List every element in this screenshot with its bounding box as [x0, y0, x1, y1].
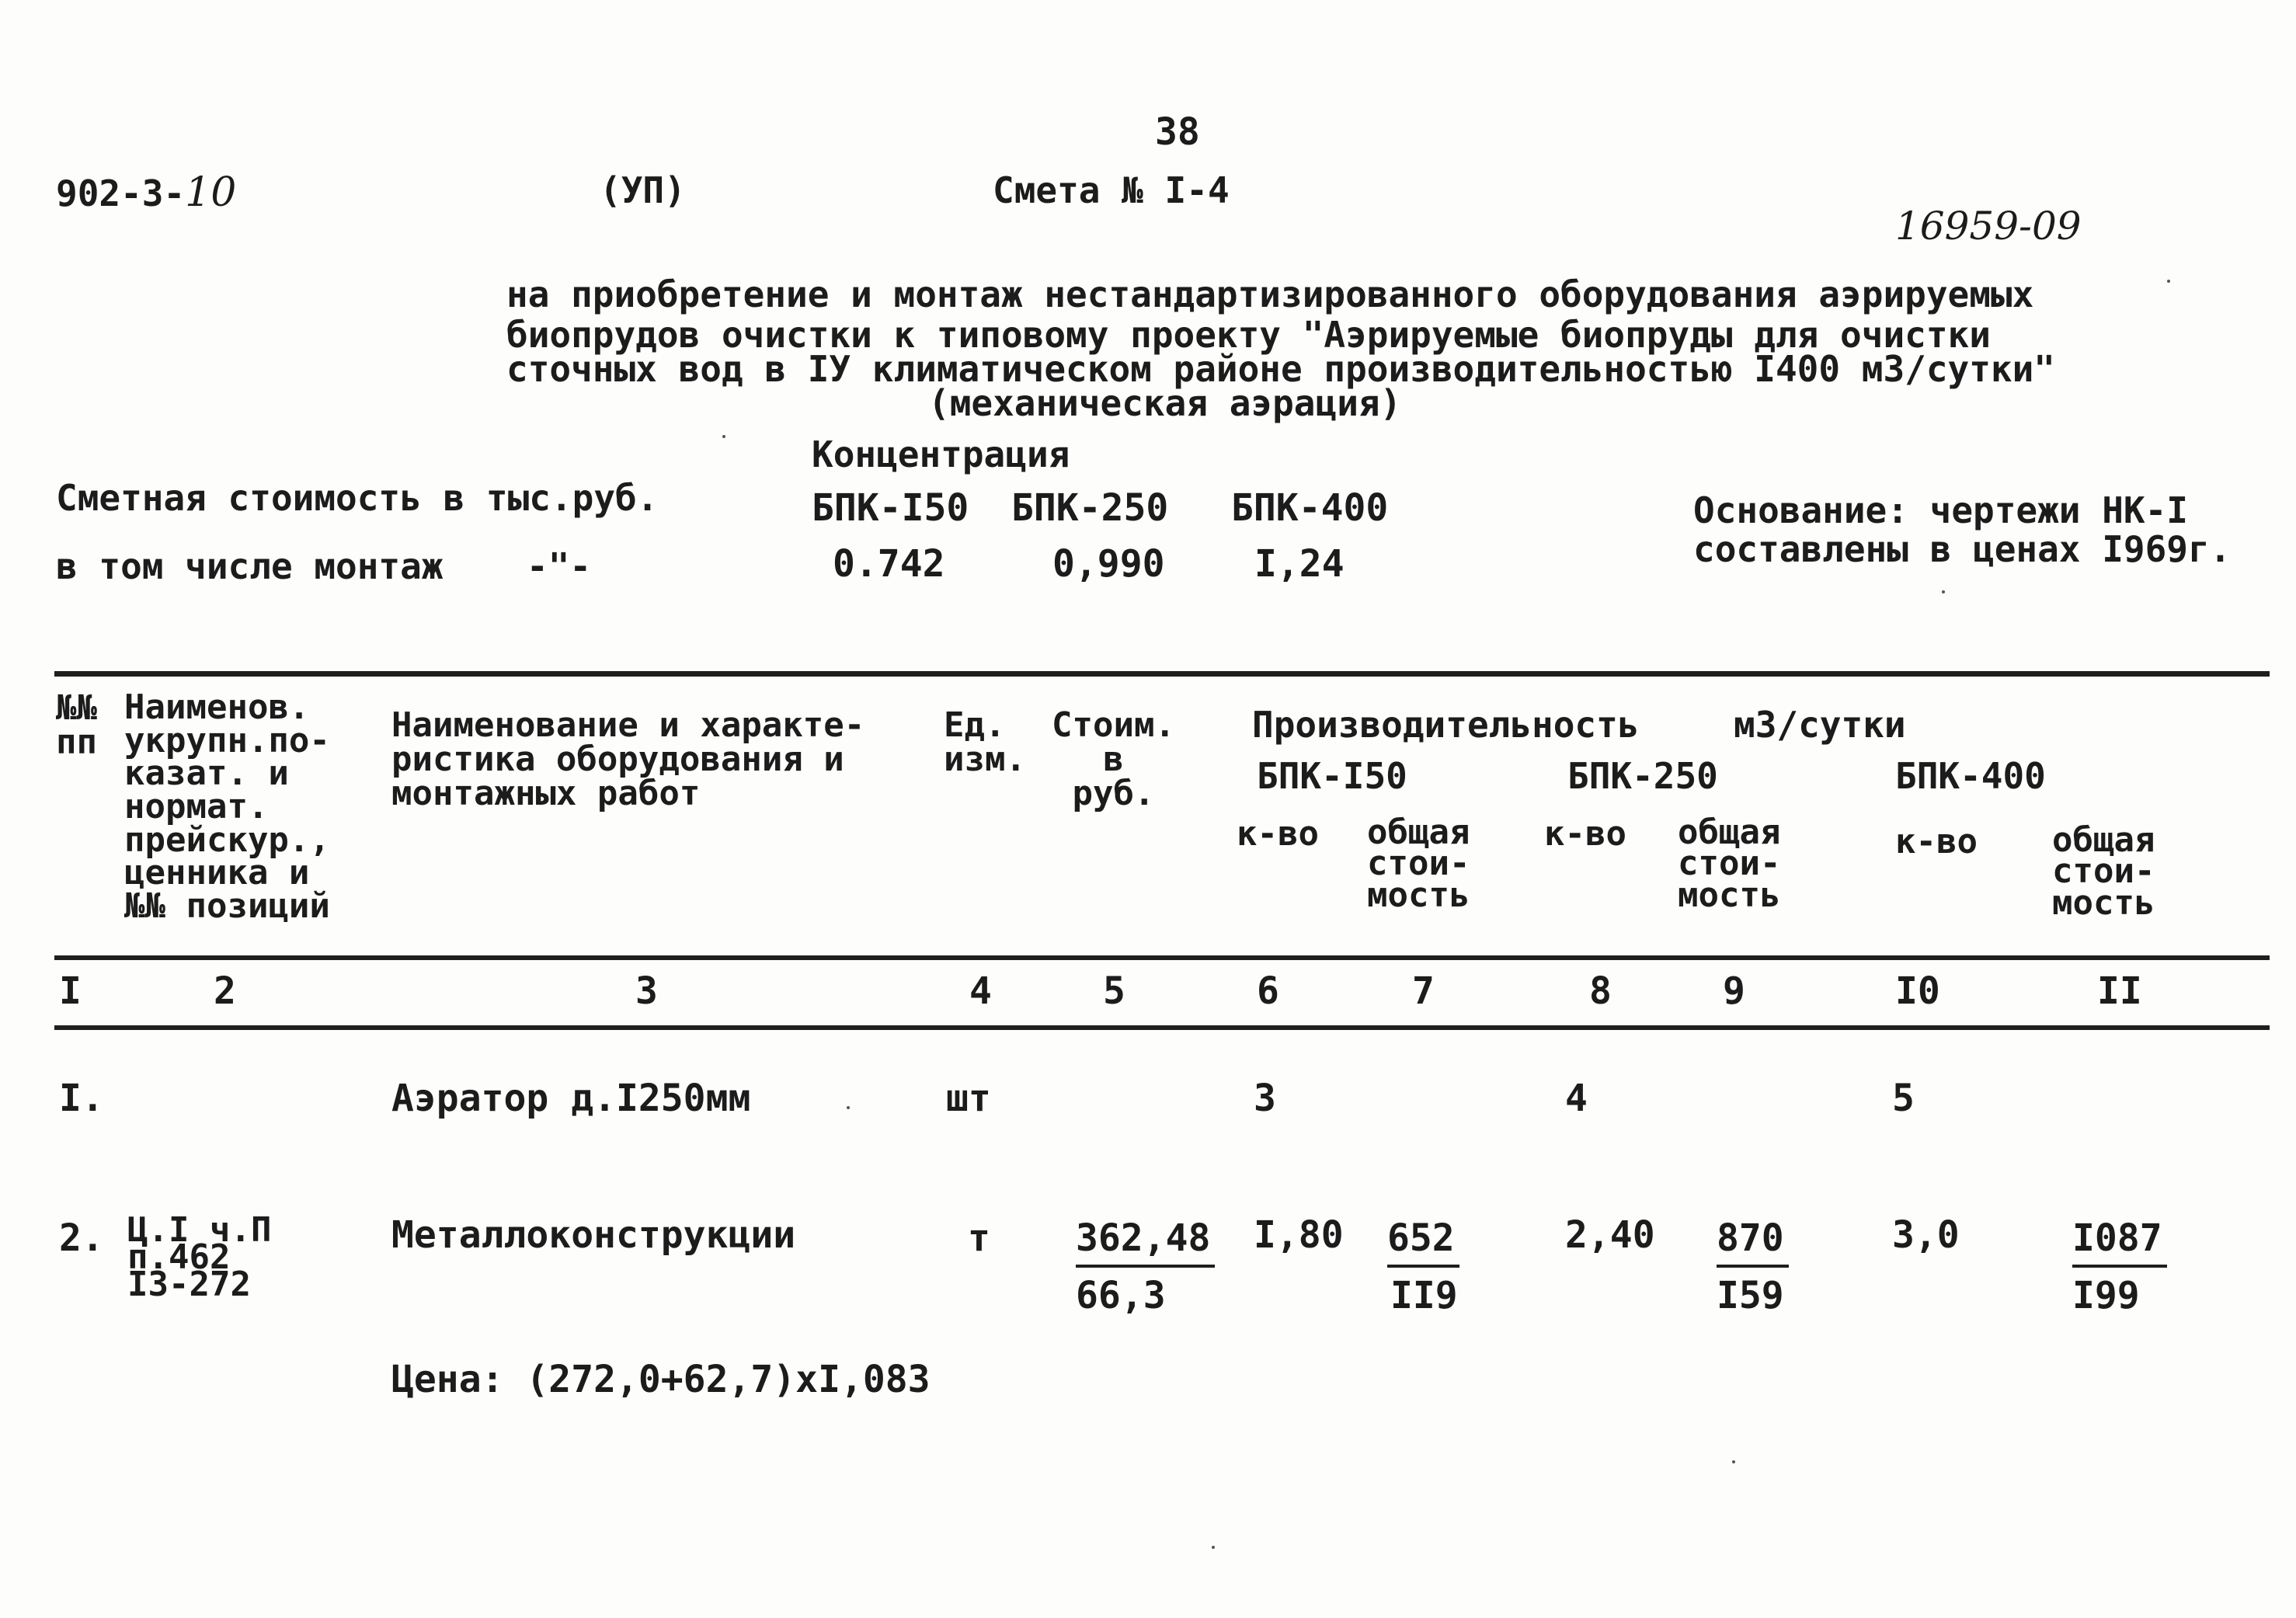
header-row-number: №№ пп	[56, 688, 97, 762]
row-unit-cost-total: 362,48	[1076, 1216, 1215, 1268]
description-line-1: на приобретение и монтаж нестандартизированного оборудования аэрируемых	[506, 273, 2034, 315]
concentration-bpk250: БПК-250	[1011, 486, 1169, 530]
basis-line-2: составлены в ценах I969г.	[1693, 528, 2232, 570]
row-qty-bpk150: I,80	[1254, 1213, 1344, 1257]
row-qty-bpk150: 3	[1254, 1077, 1276, 1120]
cost-label: Сметная стоимость в тыс.руб.	[56, 477, 659, 519]
description-line-3: сточных вод в IУ климатическом районе производительностью I400 м3/сутки"	[506, 348, 2055, 390]
section-label: (УП)	[600, 169, 686, 211]
scan-speck	[847, 1106, 850, 1109]
table-top-rule	[54, 671, 2270, 677]
row-total-bpk400-value: I087	[2072, 1216, 2167, 1268]
header-description: Наименование и характе- ристика оборудования и монтажных работ	[391, 705, 865, 813]
column-number-7: 7	[1412, 969, 1435, 1013]
row-reference: Ц.I ч.П п.462 I3-272	[127, 1210, 272, 1305]
row-unit: т	[968, 1216, 990, 1260]
row-total-bpk150-mount: II9	[1390, 1274, 1458, 1317]
page-number: 38	[1155, 110, 1200, 154]
row-unit-cost	[1076, 1216, 1215, 1317]
row-number: I.	[59, 1077, 104, 1120]
column-number-4: 4	[969, 969, 992, 1013]
scan-speck	[2167, 280, 2170, 283]
header-reference: Наименов. укрупн.по- казат. и нормат. прейскур., ценника и №№ позиций	[124, 687, 330, 927]
row-total-bpk250	[1717, 1216, 1789, 1317]
column-number-8: 8	[1589, 969, 1612, 1013]
project-code-handwritten: 10	[185, 169, 237, 216]
column-number-2: 2	[214, 969, 236, 1013]
column-number-10: I0	[1895, 969, 1940, 1013]
scan-speck	[1732, 1460, 1735, 1463]
description-line-2: биопрудов очистки к типовому проекту "Аэрируемые биопруды для очистки	[506, 314, 1991, 356]
smeta-title: Смета № I-4	[993, 169, 1230, 211]
description-line-4: (механическая аэрация)	[928, 382, 1402, 424]
row-total-bpk150-value: 652	[1387, 1216, 1459, 1268]
row-total-bpk400-mount: I99	[2072, 1274, 2140, 1317]
header-unit: Ед. изм.	[944, 705, 1026, 779]
cost-bpk150: 0.742	[833, 542, 945, 586]
scan-speck	[722, 435, 725, 438]
column-number-1: I	[59, 969, 82, 1013]
row-unit: шт	[946, 1077, 991, 1120]
archive-number: 16959-09	[1895, 204, 2082, 249]
scan-speck	[1942, 590, 1945, 593]
header-qty-2: к-во	[1544, 814, 1626, 854]
row-qty-bpk250: 2,40	[1565, 1213, 1655, 1257]
row-name: Металлоконструкции	[391, 1213, 796, 1257]
row-name: Аэратор д.I250мм	[391, 1077, 751, 1120]
row-number: 2.	[59, 1216, 104, 1260]
header-group-bpk250: БПК-250	[1567, 755, 1718, 797]
header-bottom-rule	[54, 955, 2270, 960]
header-total-2: общая стои- мость	[1678, 812, 1781, 915]
column-number-3: 3	[635, 969, 658, 1013]
project-code	[56, 169, 237, 216]
concentration-bpk150: БПК-I50	[812, 486, 969, 530]
row-qty-bpk400: 3,0	[1892, 1213, 1960, 1257]
scan-speck	[1212, 1546, 1215, 1549]
concentration-bpk400: БПК-400	[1231, 486, 1389, 530]
header-unit-cost: Стоим. в руб.	[1052, 705, 1175, 813]
cost-bpk400: I,24	[1254, 542, 1345, 586]
basis-line-1: Основание: чертежи НК-I	[1693, 489, 2188, 531]
row-total-bpk250-mount: I59	[1717, 1274, 1784, 1317]
column-number-9: 9	[1723, 969, 1745, 1013]
mount-label: в том числе монтаж	[56, 545, 444, 587]
row-total-bpk250-value: 870	[1717, 1216, 1789, 1268]
project-code-printed: 902-3-	[56, 172, 186, 214]
row-total-bpk400	[2072, 1216, 2167, 1317]
header-group-bpk400: БПК-400	[1895, 755, 2046, 797]
header-total-1: общая стои- мость	[1367, 812, 1470, 915]
header-qty-3: к-во	[1895, 822, 1978, 861]
header-group-bpk150: БПК-I50	[1257, 755, 1407, 797]
cost-bpk250: 0,990	[1052, 542, 1165, 586]
header-productivity-unit: м3/сутки	[1734, 704, 1906, 746]
column-numbers-rule	[54, 1025, 2270, 1030]
header-productivity: Производительность	[1252, 704, 1640, 746]
row-qty-bpk400: 5	[1892, 1077, 1915, 1120]
row-qty-bpk250: 4	[1565, 1077, 1588, 1120]
row-total-bpk150	[1387, 1216, 1459, 1317]
concentration-label: Концентрация	[812, 433, 1070, 475]
header-total-3: общая стои- мость	[2052, 820, 2155, 923]
column-number-5: 5	[1103, 969, 1125, 1013]
header-qty-1: к-во	[1237, 814, 1319, 854]
price-note: Цена: (272,0+62,7)xI,083	[391, 1358, 931, 1401]
column-number-11: II	[2097, 969, 2142, 1013]
row-unit-cost-mount: 66,3	[1076, 1274, 1166, 1317]
column-number-6: 6	[1257, 969, 1279, 1013]
mount-ditto: -"-	[527, 545, 592, 587]
